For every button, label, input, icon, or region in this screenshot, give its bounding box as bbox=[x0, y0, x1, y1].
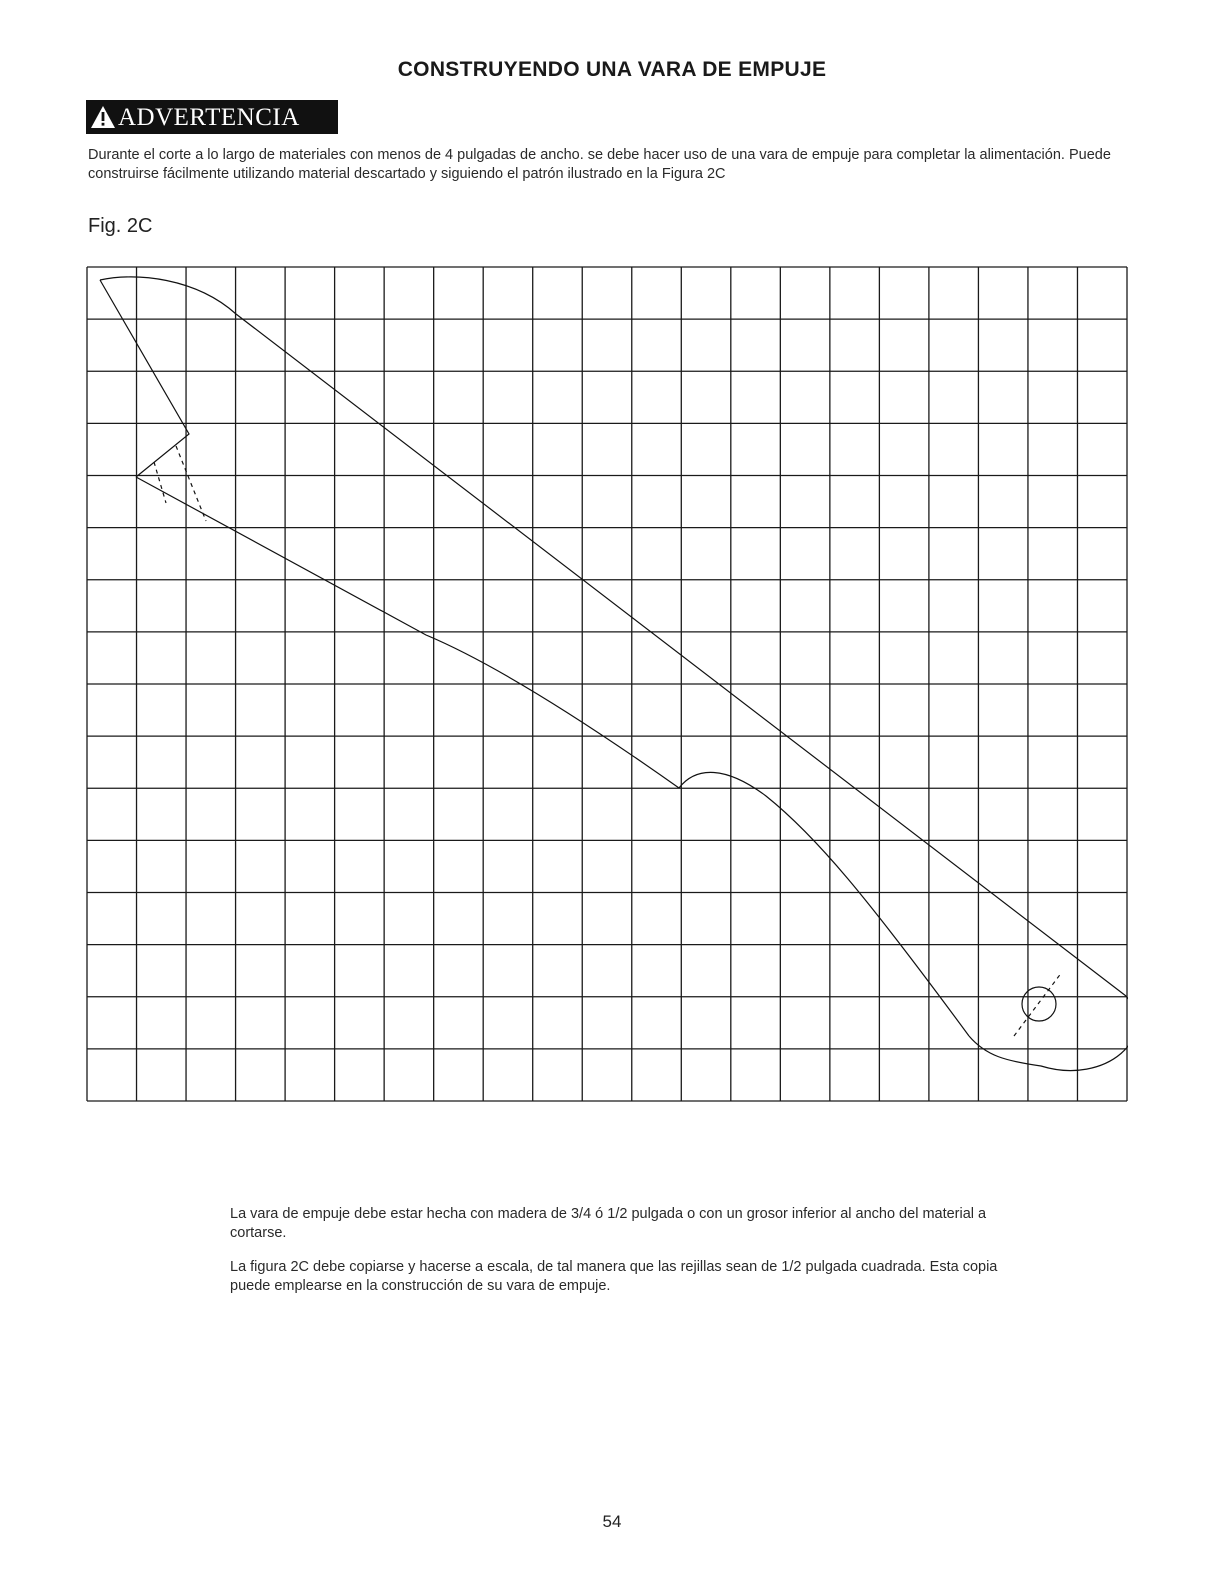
hole-centerline bbox=[1014, 972, 1062, 1036]
warning-banner bbox=[86, 100, 338, 134]
warning-text: Durante el corte a lo largo de materiales con menos de 4 pulgadas de ancho. se debe hacer uso de una vara de empuje para completar la alimentación. Puede construirse fácilmente utilizando material descartado y siguiendo el patrón ilustrado en la Figura 2C bbox=[88, 147, 1111, 182]
rounded-end bbox=[969, 996, 1128, 1071]
push-stick-pattern bbox=[86, 266, 1128, 1102]
warning-label: ADVERTENCIA bbox=[118, 103, 300, 131]
hanging-hole bbox=[1022, 987, 1056, 1021]
figure-label: Fig. 2C bbox=[88, 215, 153, 237]
warning-triangle-icon bbox=[90, 104, 116, 130]
notes bbox=[230, 1205, 1010, 1311]
grid bbox=[87, 267, 1127, 1101]
notch-dash-2 bbox=[176, 446, 206, 521]
page-number: 54 bbox=[602, 1512, 622, 1531]
figure-diagram bbox=[86, 266, 1128, 1107]
page-title: CONSTRUYENDO UNA VARA DE EMPUJE bbox=[397, 58, 827, 81]
top-edge bbox=[100, 277, 1126, 996]
note-wood-thickness: La vara de empuje debe estar hecha con madera de 3/4 ó 1/2 pulgada o con un grosor inferior al ancho del material a cortarse. bbox=[230, 1206, 987, 1241]
notch-dash-1 bbox=[154, 462, 166, 503]
note-scaling: La figura 2C debe copiarse y hacerse a escala, de tal manera que las rejillas sean de 1/2 pulgada cuadrada. Esta copia puede emplearse en la construcción de su vara de empuje. bbox=[230, 1259, 998, 1294]
rear-notch bbox=[100, 280, 189, 477]
push-stick-outline bbox=[100, 277, 1128, 1071]
